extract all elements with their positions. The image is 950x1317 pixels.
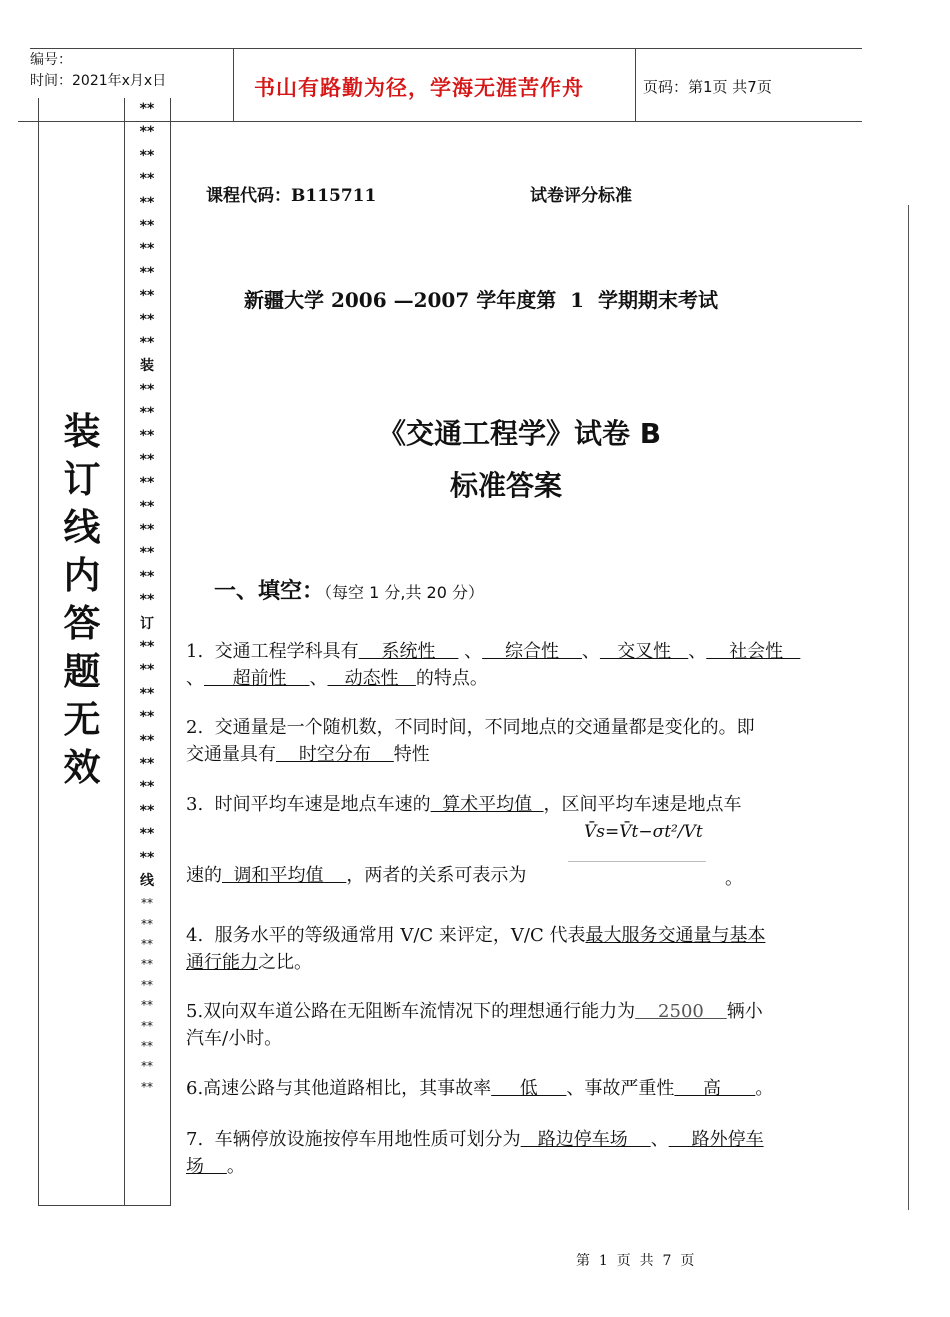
q1-suffix: 的特点。 <box>415 668 488 689</box>
q7-prefix: 7. 车辆停放设施按停车用地性质可划分为 <box>186 1129 521 1150</box>
binding-mark: ** <box>141 998 153 1013</box>
q7-end: 。 <box>226 1156 245 1177</box>
q1-answer-4: 社会性 <box>706 641 801 662</box>
binding-mark: ** <box>139 755 155 772</box>
binding-warning-char: 装 <box>63 410 101 453</box>
q1-answer-3: 交叉性 <box>599 641 689 662</box>
question-7 <box>186 1126 836 1180</box>
time-label: 时间：2021年x月x日 <box>30 73 167 89</box>
binding-mark: ** <box>141 937 153 952</box>
binding-mark: ** <box>141 957 153 972</box>
binding-mark: ** <box>139 171 155 188</box>
binding-mark: ** <box>141 1059 153 1074</box>
binding-warning-char: 内 <box>63 554 101 597</box>
q4-answer-part1: 最大服务交通量与基本 <box>585 925 766 946</box>
binding-mark: ** <box>139 147 155 164</box>
binding-mark: ** <box>139 826 155 843</box>
q4-suffix: 之比。 <box>258 952 312 973</box>
question-3-line-1 <box>186 791 836 818</box>
q6-prefix: 6.高速公路与其他道路相比，其事故率 <box>186 1078 492 1099</box>
grading-standard-label: 试卷评分标准 <box>530 186 632 206</box>
binding-outer-left <box>38 98 39 1205</box>
q3-formula: V̄s=V̄t−σt²/Vt <box>584 822 703 842</box>
q6-mid: 、事故严重性 <box>566 1078 675 1099</box>
q1-answer-1: 系统性 <box>358 641 459 662</box>
binding-mark: 订 <box>140 615 154 632</box>
binding-mark: ** <box>141 916 153 931</box>
q5-suffix: 辆小 <box>726 1001 763 1022</box>
binding-mark: ** <box>139 405 155 422</box>
binding-mark: ** <box>139 779 155 796</box>
binding-warning-char: 效 <box>63 746 101 789</box>
binding-mark: ** <box>139 288 155 305</box>
q4-answer-part2: 通行能力 <box>186 952 258 973</box>
header-page-info: 页码：第1页 共7页 <box>643 78 772 96</box>
binding-mark: ** <box>139 802 155 819</box>
q2-answer-1: 时空分布 <box>276 744 394 765</box>
q2-line1: 2. 交通量是一个随机数，不同时间，不同地点的交通量都是变化的。即 <box>186 717 755 738</box>
q1-sep: 、 <box>581 641 600 662</box>
binding-mark: ** <box>139 568 155 585</box>
q3-prefix2: 速的 <box>186 865 222 886</box>
q2-suffix: 特性 <box>393 744 430 765</box>
section-score-note: （每空 1 分,共 20 分） <box>324 583 484 602</box>
q3-answer-1: 算术平均值 <box>430 794 544 815</box>
q1-answer-5: 超前性 <box>204 668 310 689</box>
q3-mid: ，区间平均车速是地点车 <box>543 794 742 815</box>
exam-title: 新疆大学 2006 —2007 学年度第 1 学期期末考试 <box>244 288 718 312</box>
binding-mark: ** <box>139 311 155 328</box>
question-4 <box>186 922 836 976</box>
q1-answer-2: 综合性 <box>482 641 582 662</box>
answer-title: 标准答案 <box>450 469 563 502</box>
binding-mark: ** <box>139 241 155 258</box>
q1-sep: 、 <box>186 668 204 689</box>
q5-answer-1: 2500 <box>635 1001 727 1022</box>
binding-mark: ** <box>139 522 155 539</box>
binding-mark: ** <box>139 662 155 679</box>
question-1 <box>186 638 836 692</box>
binding-warning-char: 题 <box>63 650 101 693</box>
header-divider-right <box>635 48 636 121</box>
binding-mark: ** <box>141 1039 153 1054</box>
q3-prefix: 3. 时间平均车速是地点车速的 <box>186 794 431 815</box>
header-top-rule <box>30 48 862 49</box>
binding-warning-char: 无 <box>63 698 101 741</box>
course-code: 课程代码：B115711 <box>206 186 377 206</box>
binding-middle <box>124 98 125 1205</box>
binding-mark: ** <box>139 849 155 866</box>
q3-suffix: ，两者的关系可表示为 <box>346 865 527 886</box>
q3-end: 。 <box>725 868 743 889</box>
section-title: 一、填空： <box>214 579 325 604</box>
binding-mark: ** <box>141 1079 153 1094</box>
q1-sep: 、 <box>458 641 483 662</box>
binding-mark: ** <box>139 101 155 117</box>
binding-bottom <box>38 1205 171 1206</box>
binding-mark: ** <box>139 709 155 726</box>
binding-outer-right <box>170 98 171 1205</box>
q3-answer-2: 调和平均值 <box>222 865 347 886</box>
paper-title: 《交通工程学》试卷 B <box>378 417 662 450</box>
q7-answer-2-part1: 路外停车 <box>668 1129 764 1150</box>
q1-sep: 、 <box>309 668 328 689</box>
q6-end: 。 <box>755 1078 774 1099</box>
binding-mark: ** <box>139 685 155 702</box>
binding-mark: ** <box>141 977 153 992</box>
binding-mark: ** <box>139 545 155 562</box>
q6-answer-2: 高 <box>674 1078 756 1099</box>
binding-warning <box>52 408 112 792</box>
binding-warning-char: 答 <box>63 602 101 645</box>
serial-label: 编号： <box>30 52 72 68</box>
binding-mark: ** <box>141 896 153 911</box>
q5-prefix: 5.双向双车道公路在无阻断车流情况下的理想通行能力为 <box>186 1001 636 1022</box>
binding-mark: ** <box>139 217 155 234</box>
question-6 <box>186 1075 836 1102</box>
binding-mark: 装 <box>140 358 154 375</box>
q1-sep: 、 <box>688 641 707 662</box>
binding-mark: ** <box>141 1018 153 1033</box>
question-2 <box>186 714 836 768</box>
binding-mark: ** <box>139 264 155 281</box>
right-margin-line <box>908 205 909 1210</box>
q4-prefix: 4. 服务水平的等级通常用 V/C 来评定，V/C 代表 <box>186 925 586 946</box>
binding-mark: ** <box>139 638 155 655</box>
binding-mark: ** <box>139 732 155 749</box>
section-heading <box>214 574 484 605</box>
q6-answer-1: 低 <box>491 1078 567 1099</box>
q7-answer-2-part2: 场 <box>186 1156 227 1177</box>
question-5 <box>186 998 836 1052</box>
binding-mark: ** <box>139 592 155 609</box>
header-divider-left <box>233 48 234 121</box>
q3-formula-blank <box>568 861 706 862</box>
q5-line2: 汽车/小时。 <box>186 1028 283 1049</box>
q1-prefix: 1. 交通工程学科具有 <box>186 641 359 662</box>
q7-sep: 、 <box>650 1129 669 1150</box>
binding-mark: ** <box>139 475 155 492</box>
q1-answer-6: 动态性 <box>327 668 416 689</box>
binding-mark: ** <box>139 428 155 445</box>
binding-warning-char: 线 <box>63 506 101 549</box>
page-footer: 第 1 页 共 7 页 <box>576 1253 695 1269</box>
binding-mark: ** <box>139 334 155 351</box>
q2-prefix: 交通量具有 <box>186 744 276 765</box>
binding-mark: ** <box>139 381 155 398</box>
binding-warning-char: 订 <box>63 458 101 501</box>
q7-answer-1: 路边停车场 <box>520 1129 651 1150</box>
binding-mark: 线 <box>140 872 154 889</box>
motto: 书山有路勤为径，学海无涯苦作舟 <box>254 76 584 100</box>
binding-mark: ** <box>139 498 155 515</box>
binding-mark: ** <box>139 451 155 468</box>
binding-mark-column <box>126 98 168 1097</box>
binding-mark: ** <box>139 124 155 141</box>
binding-mark: ** <box>139 194 155 211</box>
